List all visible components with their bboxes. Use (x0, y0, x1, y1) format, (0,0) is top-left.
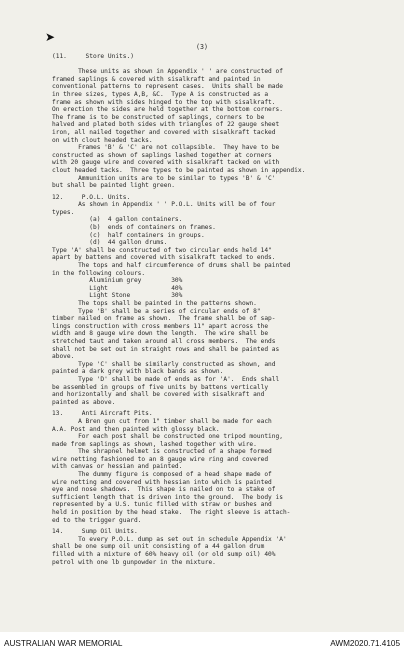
text-line: Type 'C' shall be similarly constructed as shown, and (52, 360, 276, 368)
text-line: framed saplings & covered with sisalkraft and painted in (52, 75, 261, 83)
section-11-store-units (52, 53, 402, 190)
text-line: painted a dark grey with black bands as shown. (52, 368, 224, 376)
text-line: petrol with one lb gunpowder in the mixture. (52, 558, 216, 566)
text-line: The tops and half circumference of drums shall be painted (52, 262, 291, 270)
text-line: The dummy figure is composed of a head shape made of (52, 471, 272, 479)
text-line: with canvas or hessian and painted. (52, 463, 183, 471)
text-line: (11. Store Units.) (52, 53, 134, 60)
text-line: filled with a mixture of 60% heavy oil (or old sump oil) 40% (52, 551, 276, 558)
text-line: 12. P.O.L. Units. (52, 193, 131, 201)
text-line: shall be one sump oil unit consisting of a 44 gallon drum (52, 543, 265, 551)
text-line: On erection the sides are held together at the bottom corners. (52, 106, 283, 114)
text-line: The frame is to be constructed of saplings, corners to be (52, 113, 265, 121)
text-line: but shall be painted light green. (52, 182, 175, 190)
text-line: Type 'D' shall be made of ends as for 'A'. Ends shall (52, 375, 280, 383)
text-line: and horizontally and shall be covered with sisalkraft and (52, 391, 265, 399)
text-line: wire netting fashioned to an 8 gauge wire ring and covered (52, 455, 269, 463)
text-line: (c) half containers in groups. (52, 231, 205, 239)
text-line: Ammunition units are to be similar to types 'B' & 'C' (52, 174, 276, 182)
text-line: A.A. Post and then painted with glossy black. (52, 425, 220, 433)
text-line: held in position by the head stake. The right sleeve is attach- (52, 509, 291, 517)
archive-name: AUSTRALIAN WAR MEMORIAL (4, 639, 123, 648)
text-line: ed to the trigger guard. (52, 516, 142, 524)
typed-text-body (52, 53, 402, 566)
text-line: with 20 gauge wire and covered with sisalkraft tacked on with (52, 159, 280, 167)
text-line: types. (52, 208, 75, 216)
text-line: To every P.O.L. dump as set out in schedule Appendix 'A' (52, 535, 287, 543)
text-line: These units as shown in Appendix ' ' are constructed of (52, 68, 283, 76)
text-line: A Bren gun cut from 1" timber shall be made for each (52, 417, 272, 425)
text-line: above. (52, 353, 75, 361)
text-line: painted as above. (52, 398, 116, 406)
text-line: in the following colours. (52, 269, 146, 277)
text-line: on with clout headed tacks. (52, 136, 153, 144)
text-line: in three sizes, types A,B, &C. Type A is constructed as a (52, 90, 269, 98)
text-line: stretched taut and taken around all cross members. The ends (52, 337, 276, 345)
text-line (52, 61, 402, 69)
text-line: halved and plated both sides with triangles of 22 gauge sheet (52, 121, 280, 129)
hole-punch-arrow-mark: ➤ (45, 30, 56, 44)
archive-footer (0, 632, 404, 653)
section-13-anti-aircraft-pits (52, 410, 402, 524)
text-line: 13. Anti Aircraft Pits. (52, 410, 153, 418)
text-line: Type 'A' shall be constructed of two circular ends held 14" (52, 246, 272, 254)
text-line: constructed as shown of saplings lashed together at corners (52, 151, 272, 159)
text-line: Light 40% (52, 284, 183, 292)
text-line: wire netting and covered with hessian into which is painted (52, 478, 272, 486)
text-line: made from saplings as shown, lashed together with wire. (52, 440, 257, 448)
text-line: timber nailed on frame as shown. The frame shall be of sap- (52, 315, 276, 323)
text-line: be assembled in groups of five units by battens vertically (52, 383, 269, 391)
text-line: sufficient length that is driven into the ground. The body is (52, 493, 283, 501)
text-line: lings construction with cross members 11" apart across the (52, 322, 269, 330)
text-line: For each post shall be constructed one tripod mounting, (52, 433, 283, 441)
text-line: Aluminium grey 30% (52, 277, 183, 285)
text-line: shall not be set out in straight rows and shall be painted as (52, 345, 280, 353)
text-line: The shrapnel helmet is constructed of a shape formed (52, 448, 272, 456)
text-line: Frames 'B' & 'C' are not collapsible. They have to be (52, 144, 280, 152)
page-number: (3) (196, 43, 208, 51)
archive-reference: AWM2020.71.4105 (330, 639, 400, 648)
text-line: conventional patterns to represent cases. Units shall be made (52, 83, 283, 91)
text-line: Type 'B' shall be a series of circular ends of 8" (52, 307, 261, 315)
text-line: clout headed tacks. Three types to be painted as shown in appendix. (52, 166, 306, 174)
section-14-sump-oil-units (52, 528, 402, 566)
text-line: eye and nose shadows. This shape is nailed on to a stake of (52, 486, 276, 494)
text-line: represented by a U.S. tunic filled with straw or bushes and (52, 501, 272, 509)
text-line: Light Stone 30% (52, 292, 183, 300)
text-line: iron, all nailed together and covered with sisalkraft tacked (52, 128, 276, 136)
text-line: (d) 44 gallon drums. (52, 239, 168, 247)
text-line: (a) 4 gallon containers. (52, 216, 183, 224)
text-line: apart by battens and covered with sisalkraft tacked to ends. (52, 254, 276, 262)
section-12-pol-units (52, 194, 402, 407)
text-line: 14. Sump Oil Units. (52, 528, 138, 536)
text-line: frame as shown with sides hinged to the top with sisalkraft. (52, 98, 276, 106)
text-line: (b) ends of containers on frames. (52, 224, 216, 232)
text-line: width and 8 gauge wire down the length. The wire shall be (52, 330, 269, 338)
text-line: As shown in Appendix ' ' P.O.L. Units will be of four (52, 201, 276, 209)
text-line: The tops shall be painted in the patterns shown. (52, 300, 257, 307)
